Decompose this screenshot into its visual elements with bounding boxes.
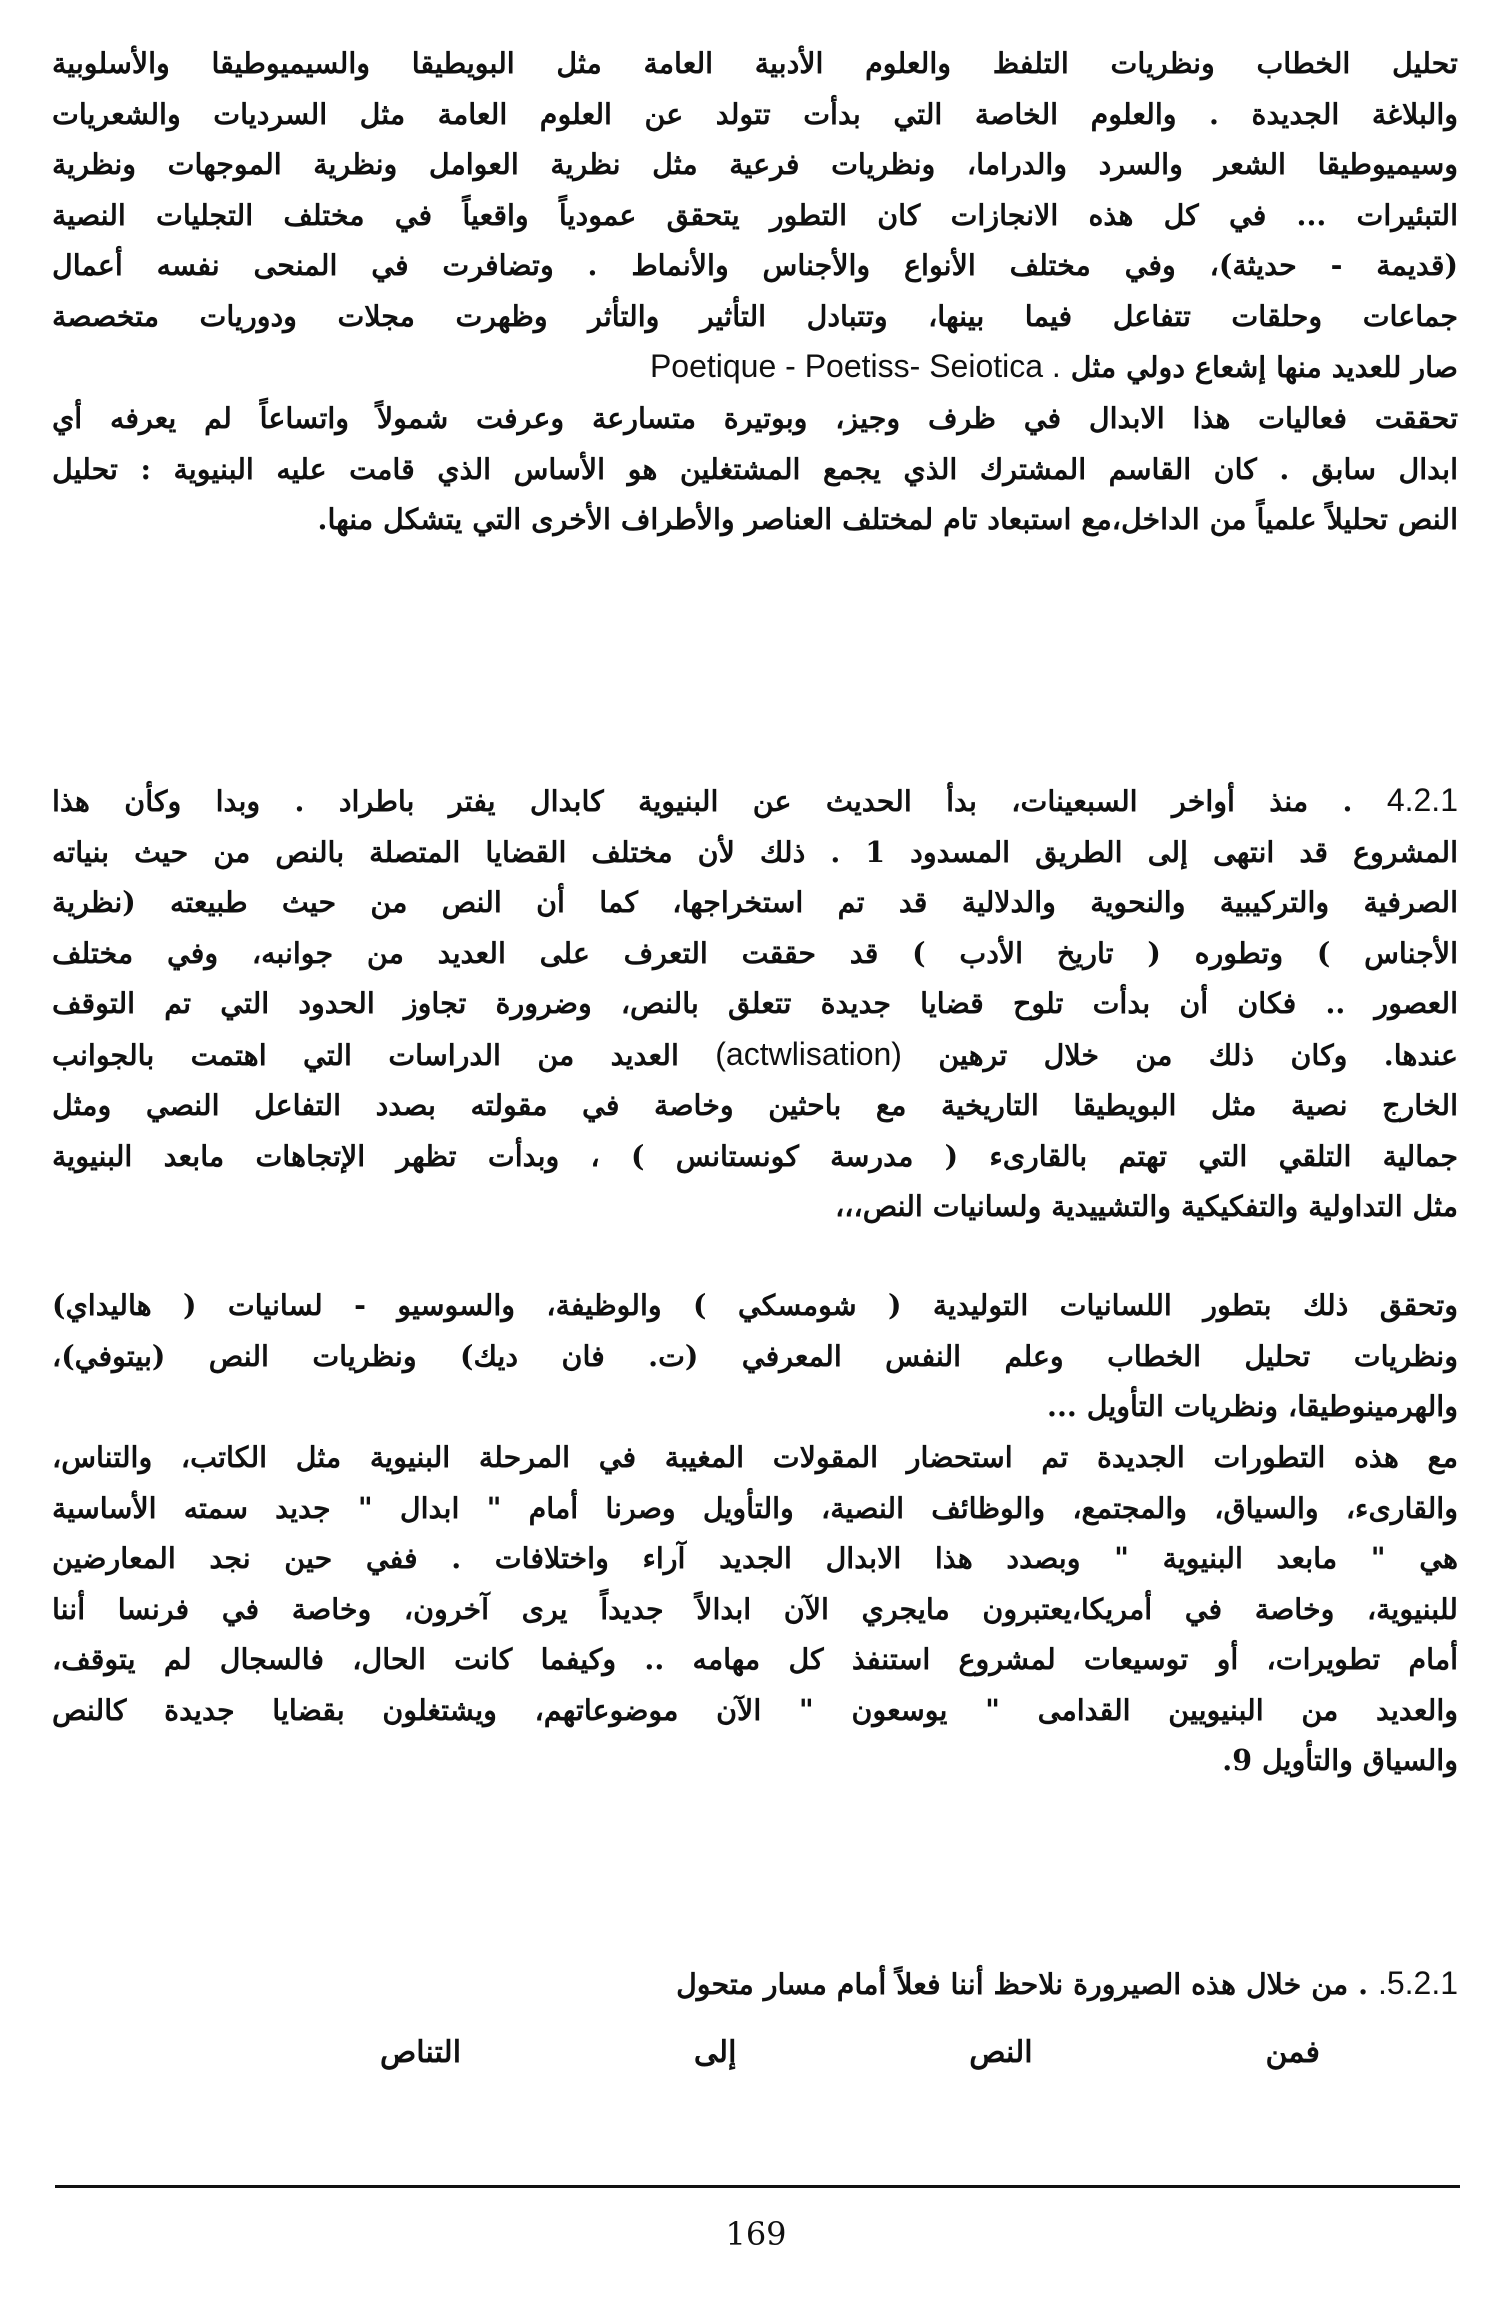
text-line — [52, 775, 1458, 827]
text-line: ونظريات تحليل الخطاب وعلم النفس المعرفي (ت. فان ديك) ونظريات النص (بيتوفي)، — [52, 1338, 1458, 1373]
journal-names: Poetique - Poetiss- Seiotica . — [649, 348, 1061, 384]
page-number: 169 — [725, 2215, 787, 2253]
text-line — [52, 341, 1458, 393]
text-line: النص تحليلاً علمياً من الداخل،مع استبعاد تام لمختلف العناصر والأطراف الأخرى التي يتشكل منها. — [317, 502, 1458, 536]
latin-term: (actwlisation) — [715, 1035, 902, 1072]
text-line: والهرمينوطيقا، ونظريات التأويل ... — [1047, 1389, 1458, 1423]
paragraph-2 — [52, 393, 1458, 545]
text-line: التبئيرات ... في كل هذه الانجازات كان التطور يتحقق عمودياً واقعياً في مختلف التجليات النصية — [52, 197, 1458, 232]
transition-text: النص — [969, 2035, 1033, 2070]
footer-divider — [55, 2185, 1460, 2188]
paragraph-4 — [52, 1280, 1458, 1432]
text-line: والبلاغة الجديدة . والعلوم الخاصة التي بدأت تتولد عن العلوم العامة مثل السرديات والشعريات — [52, 96, 1458, 131]
section-number: 4.2.1 — [1386, 782, 1458, 818]
text-segment: . منذ أواخر السبعينات، بدأ الحديث عن البنيوية كابدال يفتر باطراد . وبدا وكأن هذا — [52, 784, 1353, 818]
text-line: مع هذه التطورات الجديدة تم استحضار المقولات المغيبة في المرحلة البنيوية مثل الكاتب، والتناس، — [52, 1440, 1458, 1474]
text-line — [52, 1958, 1458, 2010]
section-5-2-1 — [52, 1958, 1458, 2010]
text-line — [52, 1029, 1458, 1081]
text-line: وسيميوطيقا الشعر والسرد والدراما، ونظريات فرعية مثل نظرية العوامل ونظرية الموجهات ونظرية — [52, 147, 1458, 181]
text-line: والقارىء، والسياق، والمجتمع، والوظائف النصية، والتأويل وصرنا أمام " ابدال " جديد سمته الأساسية — [52, 1490, 1458, 1525]
text-line: مثل التداولية والتفكيكية والتشييدية ولسانيات النص،،، — [835, 1189, 1458, 1223]
text-line: تحليل الخطاب ونظريات التلفظ والعلوم الأدبية العامة مثل البويطيقا والسيميوطيقا والأسلوبية — [52, 46, 1458, 80]
text-line: (قديمة - حديثة)، وفي مختلف الأنواع والأجناس والأنماط . وتضافرت في المنحى نفسه أعمال — [52, 248, 1458, 282]
section-number: .5.2.1 — [1377, 1965, 1458, 2001]
text-line: المشروع قد انتهى إلى الطريق المسدود 1 . ذلك لأن مختلف القضايا المتصلة بالنص من حيث بنياته — [52, 834, 1458, 869]
transition-to: إلى — [693, 2035, 737, 2070]
section-4-2-1 — [52, 775, 1458, 1232]
text-line: جمالية التلقي التي تهتم بالقارىء ( مدرسة كونستانس ) ، وبدأت تظهر الإتجاهات مابعد البنيوية — [52, 1138, 1458, 1173]
text-line: للبنيوية، وخاصة في أمريكا،يعتبرون مايجري الآن ابدالاً جديداً يرى آخرون، وخاصة في فرنسا أننا — [52, 1591, 1458, 1626]
text-line: ابدال سابق . كان القاسم المشترك الذي يجمع المشتغلين هو الأساس الذي قامت عليه البنيوية : تحليل — [52, 451, 1458, 486]
text-line: والسياق والتأويل 9. — [1222, 1743, 1458, 1777]
transition-row — [380, 2035, 1320, 2070]
transition-from: فمن — [1265, 2035, 1320, 2070]
text-segment: صار للعديد منها إشعاع دولي مثل — [1070, 350, 1458, 384]
text-line: تحققت فعاليات هذا الابدال في ظرف وجيز، وبوتيرة متسارعة وعرفت شمولاً واتساعاً لم يعرفه أي — [52, 401, 1458, 435]
text-line: جماعات وحلقات تتفاعل فيما بينها، وتتبادل التأثير والتأثر وظهرت مجلات ودوريات متخصصة — [52, 298, 1458, 333]
text-line: الخارج نصية مثل البويطيقا التاريخية مع باحثين وخاصة في مقولته بصدد التفاعل النصي ومثل — [52, 1088, 1458, 1122]
transition-intertext: التناص — [380, 2035, 462, 2070]
text-line: الأجناس ) وتطوره ( تاريخ الأدب ) قد حققت التعرف على العديد من جوانبه، وفي مختلف — [52, 935, 1458, 970]
text-line: والعديد من البنيويين القدامى " يوسعون " الآن موضوعاتهم، ويشتغلون بقضايا جديدة كالنص — [52, 1692, 1458, 1727]
paragraph-5 — [52, 1432, 1458, 1786]
text-line: العصور .. فكان أن بدأت تلوح قضايا جديدة تتعلق بالنص، وضرورة تجاوز الحدود التي تم التوقف — [52, 986, 1458, 1020]
text-segment: العديد من الدراسات التي اهتمت بالجوانب — [52, 1037, 679, 1072]
paragraph-1 — [52, 38, 1458, 393]
text-segment: عندها. وكان ذلك من خلال ترهين — [938, 1037, 1458, 1072]
text-line: وتحقق ذلك بتطور اللسانيات التوليدية ( شومسكي ) والوظيفة، والسوسيو - لسانيات ( هاليداي) — [52, 1288, 1458, 1322]
text-line: الصرفية والتركيبية والنحوية والدلالية قد تم استخراجها، كما أن النص من حيث طبيعته (نظرية — [52, 885, 1458, 919]
text-line: أمام تطويرات، أو توسيعات لمشروع استنفذ كل مهامه .. وكيفما كانت الحال، فالسجال لم يتوقف، — [52, 1642, 1458, 1676]
text-line: هي " مابعد البنيوية " وبصدد هذا الابدال الجديد آراء واختلافات . ففي حين نجد المعارضين — [52, 1541, 1458, 1575]
text-segment: . من خلال هذه الصيرورة نلاحظ أننا فعلاً أمام مسار متحول — [676, 1967, 1368, 2001]
